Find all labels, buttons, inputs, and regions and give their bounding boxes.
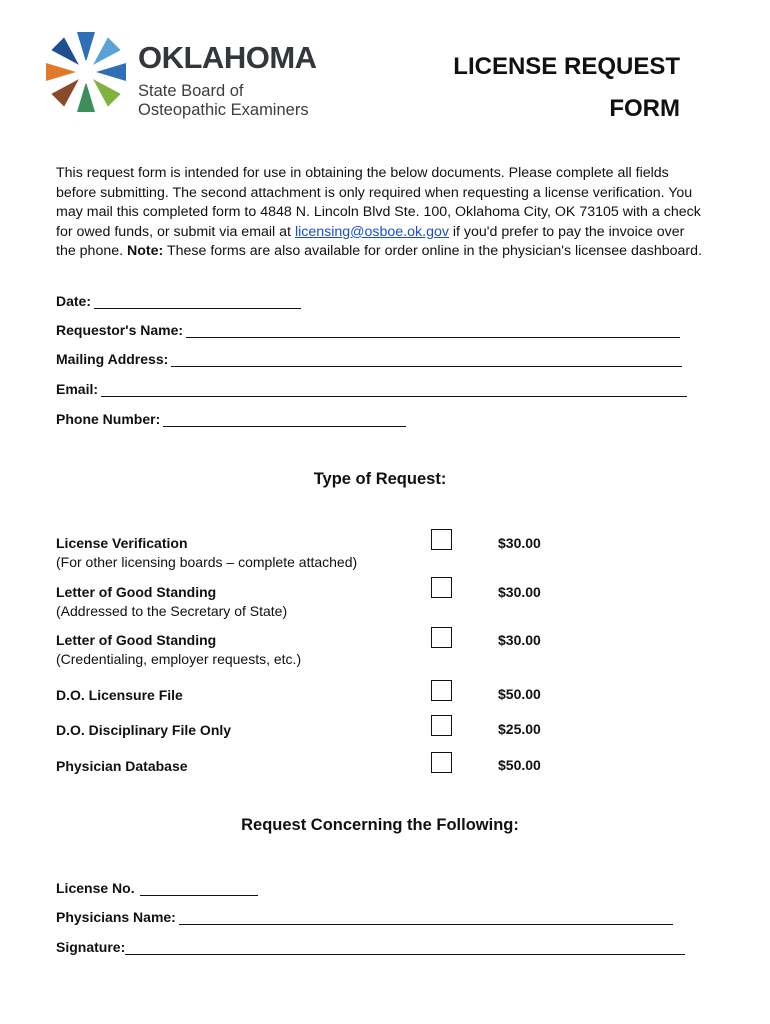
- date-label: Date:: [56, 293, 92, 309]
- request-item-title: Letter of Good Standing: [56, 584, 217, 600]
- requestor-name-label: Requestor's Name:: [56, 322, 184, 338]
- signature-input-line[interactable]: [125, 940, 685, 955]
- logo-subtitle: [138, 82, 309, 120]
- intro-text: This request form is intended for use in obtaining the below documents. Please complete all fields before submitting. The second attachment is only required when requesting a license verification. You may mail this completed form to 4848 N. Lincoln Blvd Ste. 100, Oklahoma City, OK 73105 with a check for owed funds, or submit via email at: [56, 165, 701, 240]
- license-no-label: License No.: [56, 880, 135, 896]
- request-item-subtitle: (For other licensing boards – complete attached): [56, 554, 358, 570]
- license-no-input-line[interactable]: [140, 881, 258, 896]
- good-standing-credentialing-checkbox[interactable]: [431, 627, 452, 648]
- request-item-physician-database: [56, 757, 188, 776]
- request-item-subtitle: (Addressed to the Secretary of State): [56, 603, 288, 619]
- license-verification-price: $30.00: [498, 535, 541, 551]
- request-item-disciplinary-file: [56, 721, 231, 740]
- request-item-title: D.O. Disciplinary File Only: [56, 722, 232, 738]
- phone-number-label: Phone Number:: [56, 411, 161, 427]
- request-item-title: Letter of Good Standing: [56, 632, 217, 648]
- physician-database-checkbox[interactable]: [431, 752, 452, 773]
- good-standing-secretary-checkbox[interactable]: [431, 577, 452, 598]
- physician-database-price: $50.00: [498, 757, 541, 773]
- requestor-name-field: [56, 322, 680, 338]
- licensure-file-checkbox[interactable]: [431, 680, 452, 701]
- request-item-license-verification: [56, 534, 357, 572]
- form-title-line1: LICENSE REQUEST: [453, 53, 680, 80]
- request-item-good-standing-credentialing: [56, 631, 301, 669]
- type-of-request-heading: Type of Request:: [313, 470, 447, 488]
- physicians-name-field: [56, 909, 673, 925]
- signature-label: Signature:: [56, 939, 126, 955]
- signature-field: [56, 939, 685, 955]
- request-item-title: Physician Database: [56, 758, 188, 774]
- date-input-line[interactable]: [94, 294, 301, 309]
- mailing-address-label: Mailing Address:: [56, 351, 169, 367]
- disciplinary-file-price: $25.00: [498, 721, 541, 737]
- request-item-good-standing-secretary: [56, 583, 287, 621]
- date-field: [56, 293, 301, 309]
- logo-title: OKLAHOMA: [138, 40, 317, 75]
- email-link[interactable]: licensing@osboe.ok.gov: [294, 223, 449, 240]
- note-text: These forms are also available for order online in the physician's licensee dashboard.: [163, 243, 702, 260]
- physicians-name-input-line[interactable]: [179, 910, 673, 925]
- disciplinary-file-checkbox[interactable]: [431, 715, 452, 736]
- phone-number-input-line[interactable]: [163, 412, 406, 427]
- intro-paragraph: [56, 164, 706, 262]
- email-input-line[interactable]: [101, 382, 687, 397]
- email-label: Email:: [56, 381, 99, 397]
- logo-subtitle-line1: State Board of: [138, 82, 244, 100]
- license-no-field: [56, 880, 258, 896]
- good-standing-credentialing-price: $30.00: [498, 632, 541, 648]
- request-concerning-heading: Request Concerning the Following:: [241, 816, 519, 834]
- form-title-line2: FORM: [609, 95, 680, 122]
- oklahoma-star-logo-icon: [40, 26, 132, 118]
- request-item-licensure-file: [56, 686, 183, 705]
- mailing-address-input-line[interactable]: [171, 352, 682, 367]
- intro-text-after-link: if you'd prefer to pay the invoice over the phone.: [56, 223, 685, 260]
- note-label: Note:: [127, 243, 164, 260]
- request-item-subtitle: (Credentialing, employer requests, etc.): [56, 651, 302, 667]
- license-verification-checkbox[interactable]: [431, 529, 452, 550]
- phone-number-field: [56, 411, 406, 427]
- good-standing-secretary-price: $30.00: [498, 584, 541, 600]
- mailing-address-field: [56, 351, 682, 367]
- request-item-title: License Verification: [56, 535, 188, 551]
- request-item-title: D.O. Licensure File: [56, 687, 183, 703]
- licensure-file-price: $50.00: [498, 686, 541, 702]
- board-logo: [40, 26, 360, 126]
- logo-subtitle-line2: Osteopathic Examiners: [138, 101, 309, 119]
- requestor-name-input-line[interactable]: [186, 323, 680, 338]
- email-field: [56, 381, 687, 397]
- form-title: [420, 46, 680, 130]
- physicians-name-label: Physicians Name:: [56, 909, 176, 925]
